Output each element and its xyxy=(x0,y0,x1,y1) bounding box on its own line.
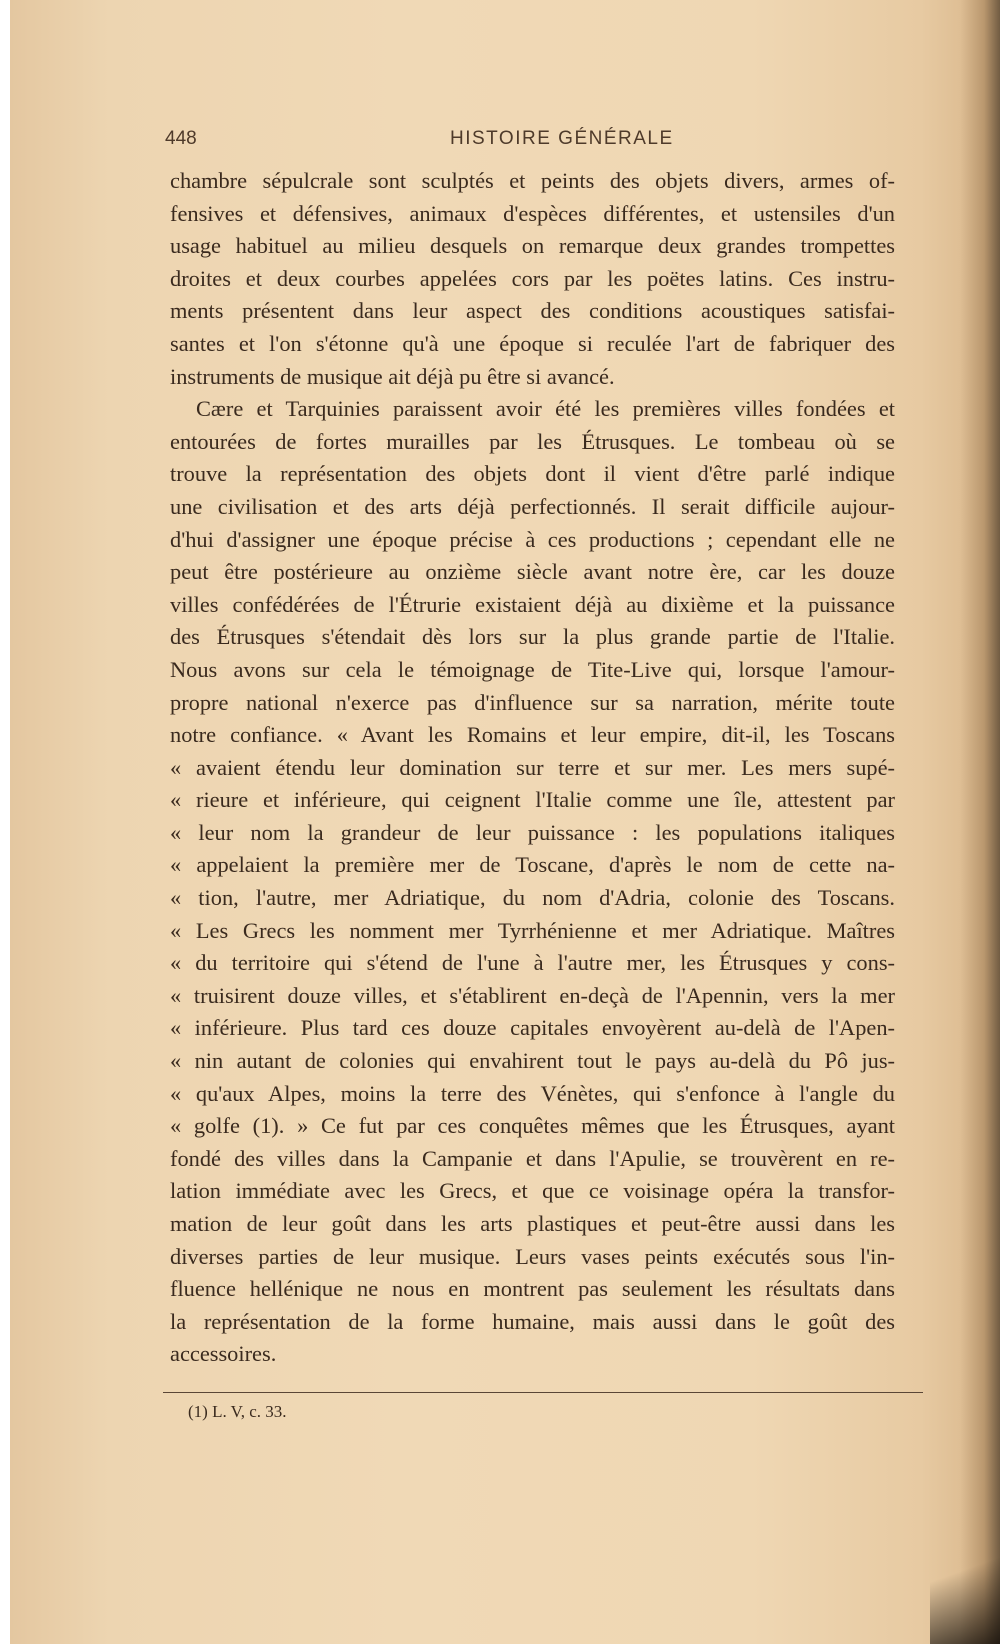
text-line: Nous avons sur cela le témoignage de Tite-Live qui, lorsque l'amour- xyxy=(170,656,895,682)
text-line: « Les Grecs les nomment mer Tyrrhénienne et mer Adriatique. Maîtres xyxy=(170,917,895,943)
text-line: « appelaient la première mer de Toscane, d'après le nom de cette na- xyxy=(170,852,895,878)
text-line: propre national n'exerce pas d'influence sur sa narration, mérite toute xyxy=(170,689,895,715)
text-line: « leur nom la grandeur de leur puissance : les populations italiques xyxy=(170,819,895,845)
text-line: des Étrusques s'étendait dès lors sur la plus grande partie de l'Italie. xyxy=(170,624,895,650)
text-line: notre confiance. « Avant les Romains et leur empire, dit-il, les Toscans xyxy=(170,722,895,748)
text-line: la représentation de la forme humaine, mais aussi dans le goût des xyxy=(170,1308,895,1334)
text-line: fluence hellénique ne nous en montrent pas seulement les résultats dans xyxy=(170,1276,895,1302)
text-line: villes confédérées de l'Étrurie existaient déjà au dixième et la puissance xyxy=(170,591,895,617)
text-line: « tion, l'autre, mer Adriatique, du nom d'Adria, colonie des Toscans. xyxy=(170,885,895,911)
page-number: 448 xyxy=(165,128,197,149)
text-line: « du territoire qui s'étend de l'une à l'autre mer, les Étrusques y cons- xyxy=(170,950,895,976)
text-line: trouve la représentation des objets dont il vient d'être parlé indique xyxy=(170,461,895,487)
text-line: peut être postérieure au onzième siècle avant notre ère, car les douze xyxy=(170,559,895,585)
text-line: « golfe (1). » Ce fut par ces conquêtes mêmes que les Étrusques, ayant xyxy=(170,1113,895,1139)
text-line: « inférieure. Plus tard ces douze capitales envoyèrent au-delà de l'Apen- xyxy=(170,1015,895,1041)
text-line: chambre sépulcrale sont sculptés et peints des objets divers, armes of- xyxy=(170,168,895,193)
text-line: ments présentent dans leur aspect des conditions acoustiques satisfai- xyxy=(170,298,895,324)
text-line: entourées de fortes murailles par les Étrusques. Le tombeau où se xyxy=(170,428,895,454)
text-line: mation de leur goût dans les arts plastiques et peut-être aussi dans les xyxy=(170,1211,895,1236)
text-line: Cære et Tarquinies paraissent avoir été les premières villes fondées et xyxy=(196,396,895,422)
text-line: « rieure et inférieure, qui ceignent l'Italie comme une île, attestent par xyxy=(170,787,895,813)
text-line: fensives et défensives, animaux d'espèces différentes, et ustensiles d'un xyxy=(170,200,895,226)
book-page xyxy=(10,0,1000,1644)
text-line: usage habituel au milieu desquels on remarque deux grandes trompettes xyxy=(170,233,895,259)
page-header xyxy=(165,128,925,160)
text-line: une civilisation et des arts déjà perfectionnés. Il serait difficile aujour- xyxy=(170,493,895,519)
text-line: d'hui d'assigner une époque précise à ces productions ; cependant elle ne xyxy=(170,526,895,552)
text-line: fondé des villes dans la Campanie et dans l'Apulie, se trouvèrent en re- xyxy=(170,1145,895,1171)
page-corner-shadow xyxy=(930,1524,1000,1644)
text-line: « truisirent douze villes, et s'établirent en-deçà de l'Apennin, vers la mer xyxy=(170,982,895,1008)
text-line: instruments de musique ait déjà pu être si avancé. xyxy=(170,363,615,389)
text-line: accessoires. xyxy=(170,1341,277,1367)
footnote: (1) L. V, c. 33. xyxy=(188,1402,287,1421)
body-text xyxy=(170,165,940,1371)
text-line: droites et deux courbes appelées cors par les poëtes latins. Ces instru- xyxy=(170,265,895,291)
running-head: HISTOIRE GÉNÉRALE xyxy=(450,128,674,149)
text-line: lation immédiate avec les Grecs, et que ce voisinage opéra la transfor- xyxy=(170,1178,895,1204)
text-line: « nin autant de colonies qui envahirent tout le pays au-delà du Pô jus- xyxy=(170,1048,895,1074)
page-edge-shadow xyxy=(960,0,1000,1644)
text-line: santes et l'on s'étonne qu'à une époque si reculée l'art de fabriquer des xyxy=(170,330,895,356)
footnote-divider xyxy=(163,1392,923,1393)
text-line: « qu'aux Alpes, moins la terre des Vénètes, qui s'enfonce à l'angle du xyxy=(170,1080,895,1106)
text-line: diverses parties de leur musique. Leurs vases peints exécutés sous l'in- xyxy=(170,1243,895,1269)
text-line: « avaient étendu leur domination sur terre et sur mer. Les mers supé- xyxy=(170,754,895,780)
